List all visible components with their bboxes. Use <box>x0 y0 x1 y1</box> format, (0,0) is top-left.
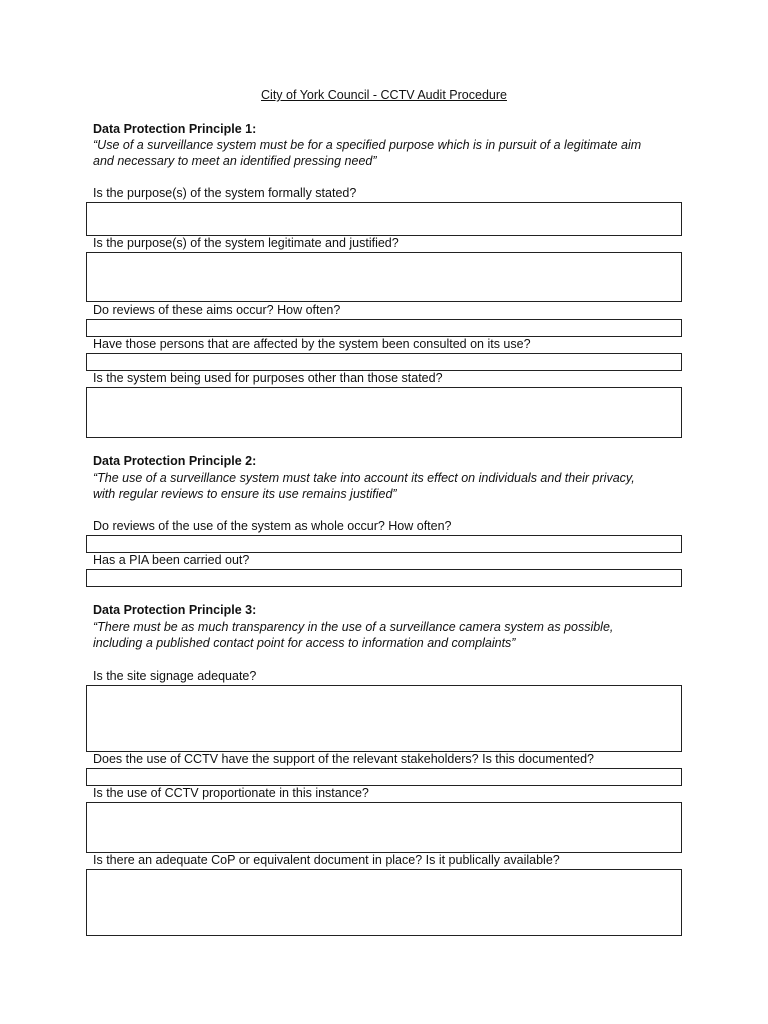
document-title: City of York Council - CCTV Audit Procedure <box>261 88 507 102</box>
principle-2-quote-line-2: with regular reviews to ensure its use remains justified” <box>93 487 397 501</box>
answer-box-purpose-legitimate[interactable] <box>86 252 682 302</box>
question-reviews-aims: Do reviews of these aims occur? How often? <box>93 303 341 317</box>
principle-3-quote-line-1: “There must be as much transparency in the use of a surveillance camera system as possible, <box>93 620 614 634</box>
principle-1-quote-line-2: and necessary to meet an identified pressing need” <box>93 154 377 168</box>
principle-3-quote-line-2: including a published contact point for access to information and complaints” <box>93 636 516 650</box>
question-reviews-whole: Do reviews of the use of the system as whole occur? How often? <box>93 519 452 533</box>
question-purpose-stated: Is the purpose(s) of the system formally stated? <box>93 186 357 200</box>
answer-box-persons-consulted[interactable] <box>86 353 682 371</box>
question-proportionate: Is the use of CCTV proportionate in this instance? <box>93 786 369 800</box>
principle-1-quote-line-1: “Use of a surveillance system must be for a specified purpose which is in pursuit of a legitimate aim <box>93 138 642 152</box>
answer-box-other-purposes[interactable] <box>86 387 682 438</box>
question-other-purposes: Is the system being used for purposes other than those stated? <box>93 371 443 385</box>
answer-box-pia[interactable] <box>86 569 682 587</box>
question-stakeholder-support: Does the use of CCTV have the support of the relevant stakeholders? Is this documented? <box>93 752 594 766</box>
principle-2-heading: Data Protection Principle 2: <box>93 454 257 468</box>
principle-2-quote <box>93 470 683 502</box>
question-pia: Has a PIA been carried out? <box>93 553 250 567</box>
question-site-signage: Is the site signage adequate? <box>93 669 257 683</box>
principle-3-heading: Data Protection Principle 3: <box>93 603 257 617</box>
answer-box-reviews-aims[interactable] <box>86 319 682 337</box>
answer-box-purpose-stated[interactable] <box>86 202 682 236</box>
principle-2-quote-line-1: “The use of a surveillance system must take into account its effect on individuals and their privacy, <box>93 471 635 485</box>
question-persons-consulted: Have those persons that are affected by the system been consulted on its use? <box>93 337 531 351</box>
answer-box-cop-document[interactable] <box>86 869 682 936</box>
question-purpose-legitimate: Is the purpose(s) of the system legitimate and justified? <box>93 236 399 250</box>
answer-box-stakeholder-support[interactable] <box>86 768 682 786</box>
principle-3-quote <box>93 619 683 651</box>
principle-1-quote <box>93 137 683 169</box>
answer-box-proportionate[interactable] <box>86 802 682 853</box>
answer-box-reviews-whole[interactable] <box>86 535 682 553</box>
principle-1-heading: Data Protection Principle 1: <box>93 122 257 136</box>
question-cop-document: Is there an adequate CoP or equivalent document in place? Is it publically available? <box>93 853 560 867</box>
answer-box-site-signage[interactable] <box>86 685 682 752</box>
